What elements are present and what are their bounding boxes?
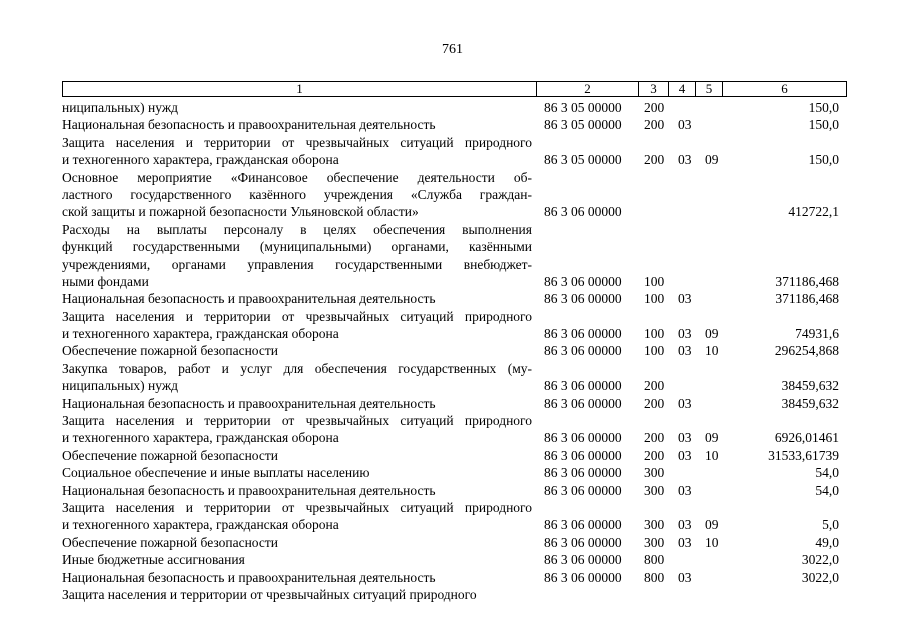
description-line: Национальная безопасность и правоохранительная деятельность: [62, 395, 436, 411]
row-description: [62, 134, 532, 169]
description-line: Обеспечение пожарной безопасности: [62, 534, 279, 550]
description-line: ными фондами: [62, 273, 149, 289]
description-line: учреждениями, органами управления государственными внебюджет-: [62, 256, 532, 272]
table-body: [62, 99, 847, 603]
table-row: [62, 482, 847, 499]
row-description: [62, 221, 532, 291]
row-description: [62, 360, 532, 395]
table-row: [62, 551, 847, 568]
amount: 5,0: [822, 517, 839, 533]
row-description: [62, 551, 532, 568]
section-code: 03: [678, 152, 692, 168]
expense-type: 300: [644, 517, 665, 533]
target-code: 86 3 06 00000: [544, 430, 622, 446]
target-code: 86 3 06 00000: [544, 395, 622, 411]
subsection-code: 09: [705, 152, 719, 168]
table-row: [62, 534, 847, 551]
table-row: [62, 464, 847, 481]
column-header-3: 3: [639, 82, 669, 96]
section-code: 03: [678, 291, 692, 307]
column-header-4: 4: [669, 82, 696, 96]
amount: 49,0: [815, 534, 839, 550]
description-line: Закупка товаров, работ и услуг для обеспечения государственных (му-: [62, 360, 532, 376]
subsection-code: 10: [705, 447, 719, 463]
table-row: [62, 116, 847, 133]
section-code: 03: [678, 326, 692, 342]
target-code: 86 3 06 00000: [544, 291, 622, 307]
expense-type: 200: [644, 117, 665, 133]
target-code: 86 3 05 00000: [544, 117, 622, 133]
amount: 38459,632: [781, 395, 839, 411]
expense-type: 200: [644, 152, 665, 168]
section-code: 03: [678, 569, 692, 585]
column-header-6: 6: [781, 81, 788, 96]
amount: 150,0: [808, 117, 839, 133]
description-line: и техногенного характера, гражданская оборона: [62, 517, 339, 533]
description-line: Национальная безопасность и правоохранительная деятельность: [62, 482, 436, 498]
subsection-code: 10: [705, 343, 719, 359]
table-row: [62, 134, 847, 169]
expense-type: 100: [644, 291, 665, 307]
row-description: [62, 569, 532, 586]
expense-type: 200: [644, 99, 665, 115]
amount: 3022,0: [801, 552, 839, 568]
amount: 31533,61739: [768, 447, 839, 463]
target-code: 86 3 06 00000: [544, 482, 622, 498]
table-row: [62, 447, 847, 464]
section-code: 03: [678, 517, 692, 533]
expense-type: 300: [644, 534, 665, 550]
description-line: ластного государственного казённого учреждения «Служба граждан-: [62, 186, 532, 202]
expense-type: 200: [644, 447, 665, 463]
expense-type: 100: [644, 326, 665, 342]
description-line: ской защиты и пожарной безопасности Ульяновской области»: [62, 204, 419, 220]
subsection-code: 09: [705, 517, 719, 533]
expense-type: 800: [644, 552, 665, 568]
target-code: 86 3 06 00000: [544, 534, 622, 550]
section-code: 03: [678, 534, 692, 550]
amount: 371186,468: [775, 291, 839, 307]
column-header-2: 2: [537, 82, 639, 96]
description-line: и техногенного характера, гражданская оборона: [62, 326, 339, 342]
description-line: Национальная безопасность и правоохранительная деятельность: [62, 117, 436, 133]
expense-type: 100: [644, 273, 665, 289]
row-description: [62, 99, 532, 116]
expense-type: 100: [644, 343, 665, 359]
target-code: 86 3 06 00000: [544, 326, 622, 342]
description-line: Защита населения и территории от чрезвычайных ситуаций природного: [62, 499, 532, 515]
table-row: [62, 569, 847, 586]
amount: 150,0: [808, 152, 839, 168]
column-header-5: 5: [696, 82, 723, 96]
description-line: Иные бюджетные ассигнования: [62, 552, 245, 568]
target-code: 86 3 06 00000: [544, 343, 622, 359]
description-line: и техногенного характера, гражданская оборона: [62, 152, 339, 168]
target-code: 86 3 06 00000: [544, 569, 622, 585]
expense-type: 800: [644, 569, 665, 585]
table-row: [62, 221, 847, 291]
section-code: 03: [678, 482, 692, 498]
row-description: [62, 169, 532, 221]
table-row: [62, 169, 847, 221]
section-code: 03: [678, 395, 692, 411]
target-code: 86 3 06 00000: [544, 465, 622, 481]
expense-type: 200: [644, 430, 665, 446]
description-line: функций государственными (муниципальными) органами, казёнными: [62, 239, 532, 255]
amount: 74931,6: [795, 326, 839, 342]
table-row: [62, 586, 847, 603]
table-row: [62, 308, 847, 343]
target-code: 86 3 05 00000: [544, 152, 622, 168]
row-description: [62, 464, 532, 481]
description-line: Защита населения и территории от чрезвычайных ситуаций природного: [62, 413, 532, 429]
target-code: 86 3 05 00000: [544, 99, 622, 115]
subsection-code: 09: [705, 326, 719, 342]
budget-table: [62, 81, 847, 603]
row-description: [62, 342, 532, 359]
description-line: Обеспечение пожарной безопасности: [62, 343, 279, 359]
row-description: [62, 482, 532, 499]
description-line: ниципальных) нужд: [62, 100, 179, 115]
subsection-code: 10: [705, 534, 719, 550]
expense-type: 200: [644, 378, 665, 394]
description-line: Расходы на выплаты персоналу в целях обеспечения выполнения: [62, 221, 532, 237]
target-code: 86 3 06 00000: [544, 273, 622, 289]
row-description: [62, 586, 532, 603]
target-code: 86 3 06 00000: [544, 378, 622, 394]
description-line: Национальная безопасность и правоохранительная деятельность: [62, 291, 436, 307]
amount: 54,0: [815, 465, 839, 481]
description-line: Защита населения и территории от чрезвычайных ситуаций природного: [62, 586, 477, 602]
description-line: Защита населения и территории от чрезвычайных ситуаций природного: [62, 308, 532, 324]
subsection-code: 09: [705, 430, 719, 446]
amount: 6926,01461: [774, 430, 839, 446]
row-description: [62, 499, 532, 534]
row-description: [62, 412, 532, 447]
row-description: [62, 290, 532, 307]
target-code: 86 3 06 00000: [544, 517, 622, 533]
table-row: [62, 395, 847, 412]
amount: 54,0: [815, 482, 839, 498]
column-header-1: 1: [63, 82, 537, 96]
row-description: [62, 447, 532, 464]
section-code: 03: [678, 430, 692, 446]
table-row: [62, 290, 847, 307]
target-code: 86 3 06 00000: [544, 204, 622, 220]
amount: 412722,1: [788, 204, 839, 220]
row-description: [62, 308, 532, 343]
expense-type: 200: [644, 395, 665, 411]
table-row: [62, 499, 847, 534]
target-code: 86 3 06 00000: [544, 447, 622, 463]
table-row: [62, 360, 847, 395]
section-code: 03: [678, 343, 692, 359]
section-code: 03: [678, 447, 692, 463]
description-line: Основное мероприятие «Финансовое обеспечение деятельности об-: [62, 169, 532, 185]
target-code: 86 3 06 00000: [544, 552, 622, 568]
amount: 3022,0: [801, 569, 839, 585]
row-description: [62, 116, 532, 133]
description-line: Обеспечение пожарной безопасности: [62, 447, 279, 463]
amount: 150,0: [808, 99, 839, 115]
description-line: Национальная безопасность и правоохранительная деятельность: [62, 569, 436, 585]
amount: 296254,868: [774, 343, 839, 359]
row-description: [62, 395, 532, 412]
description-line: ниципальных) нужд: [62, 378, 179, 394]
expense-type: 300: [644, 482, 665, 498]
amount: 371186,468: [775, 273, 839, 289]
table-row: [62, 99, 847, 116]
description-line: Социальное обеспечение и иные выплаты населению: [62, 465, 370, 481]
expense-type: 300: [644, 465, 665, 481]
table-header: [62, 81, 847, 97]
table-row: [62, 342, 847, 359]
page-number: 761: [442, 42, 463, 57]
description-line: Защита населения и территории от чрезвычайных ситуаций природного: [62, 134, 532, 150]
description-line: и техногенного характера, гражданская оборона: [62, 430, 339, 446]
row-description: [62, 534, 532, 551]
amount: 38459,632: [781, 378, 839, 394]
section-code: 03: [678, 117, 692, 133]
table-row: [62, 412, 847, 447]
